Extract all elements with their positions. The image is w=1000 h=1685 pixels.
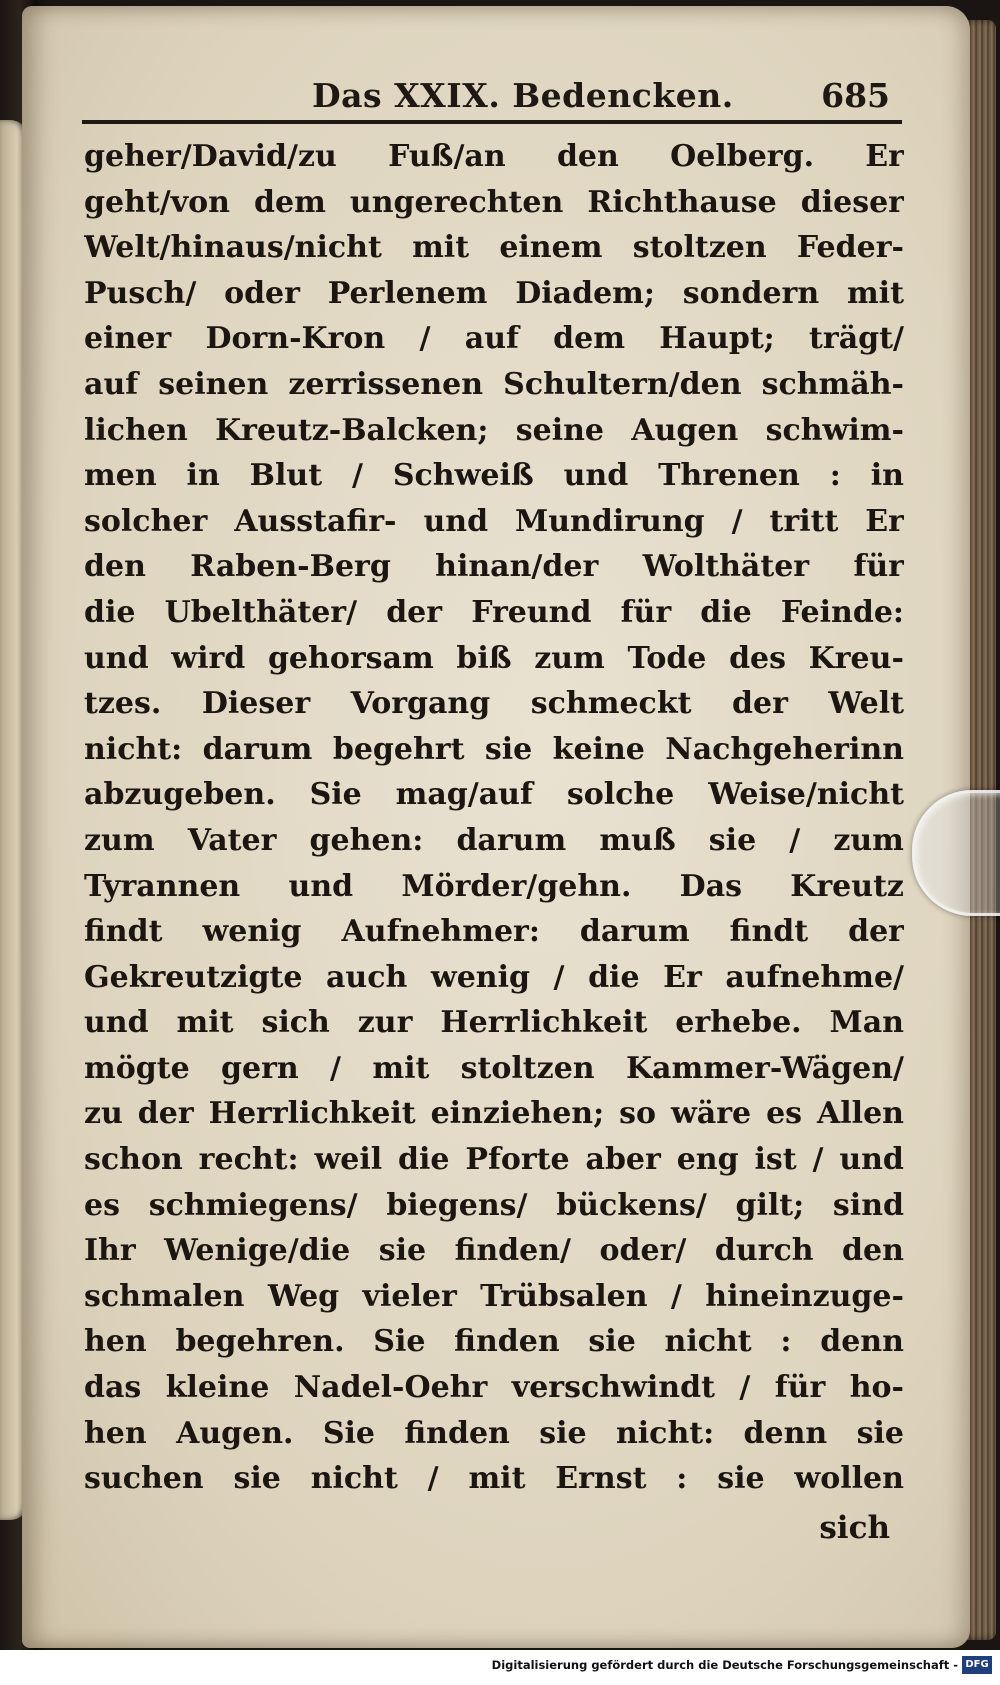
text-line: die Ubelthäter/ der Freund für die Feinde:	[84, 594, 904, 630]
text-line: einer Dorn-Kron / auf dem Haupt; trägt/	[84, 321, 904, 357]
text-line: suchen sie nicht / mit Ernst : sie wollen	[84, 1461, 904, 1497]
footer-credit: Digitalisierung gefördert durch die Deutsche Forschungsgemeinschaft -	[491, 1658, 958, 1672]
text-line: geher/David/zu Fuß/an den Oelberg. Er	[84, 139, 904, 174]
body-text	[84, 134, 904, 1502]
text-line: geht/von dem ungerechten Richthause dieser	[84, 184, 904, 220]
text-line: nicht: darum begehrt sie keine Nachgeherinn	[84, 731, 904, 767]
text-line: Tyrannen und Mörder/gehn. Das Kreutz	[84, 868, 904, 904]
text-line: zum Vater gehen: darum muß sie / zum	[84, 822, 904, 858]
text-line: schmalen Weg vieler Trübsalen / hineinzuge-	[84, 1278, 904, 1314]
text-line: das kleine Nadel-Oehr verschwindt / für ho-	[84, 1370, 904, 1406]
text-line: Welt/hinaus/nicht mit einem stoltzen Feder-	[84, 230, 904, 266]
text-line: findt wenig Aufnehmer: darum findt der	[84, 914, 904, 950]
digitization-footer	[0, 1650, 1000, 1685]
book-page	[22, 6, 970, 1648]
text-line: solcher Ausstafir- und Mundirung / tritt Er	[84, 503, 904, 539]
text-line: es schmiegens/ biegens/ bückens/ gilt; sind	[84, 1187, 904, 1223]
text-line: schon recht: weil die Pforte aber eng ist / und	[84, 1142, 904, 1178]
text-line: tzes. Dieser Vorgang schmeckt der Welt	[84, 686, 904, 722]
text-line: Gekreutzigte auch wenig / die Er aufnehme/	[84, 959, 904, 995]
header-rule	[82, 120, 902, 124]
text-line: Ihr Wenige/die sie finden/ oder/ durch den	[84, 1233, 904, 1269]
dfg-logo: DFG	[962, 1656, 992, 1674]
text-line: auf seinen zerrissenen Schultern/den schmäh-	[84, 366, 904, 402]
text-line: hen Augen. Sie finden sie nicht: denn sie	[84, 1415, 904, 1451]
text-line: abzugeben. Sie mag/auf solche Weise/nicht	[84, 777, 904, 813]
text-line: lichen Kreutz-Balcken; seine Augen schwim-	[84, 412, 904, 448]
page-number: 685	[821, 76, 890, 115]
text-line: den Raben-Berg hinan/der Wolthäter für	[84, 549, 904, 585]
running-title: Das XXIX. Bedencken.	[312, 76, 734, 115]
text-line: mögte gern / mit stoltzen Kammer-Wägen/	[84, 1050, 904, 1086]
text-line: men in Blut / Schweiß und Threnen : in	[84, 458, 904, 494]
page-header	[82, 68, 902, 128]
text-line: zu der Herrlichkeit einziehen; so wäre es Allen	[84, 1096, 904, 1132]
text-line: hen begehren. Sie finden sie nicht : denn	[84, 1324, 904, 1360]
text-line: und wird gehorsam biß zum Tode des Kreu-	[84, 640, 904, 676]
text-line: Pusch/ oder Perlenem Diadem; sondern mit	[84, 275, 904, 311]
catchword: sich	[819, 1510, 890, 1546]
text-line: und mit sich zur Herrlichkeit erhebe. Man	[84, 1005, 904, 1041]
